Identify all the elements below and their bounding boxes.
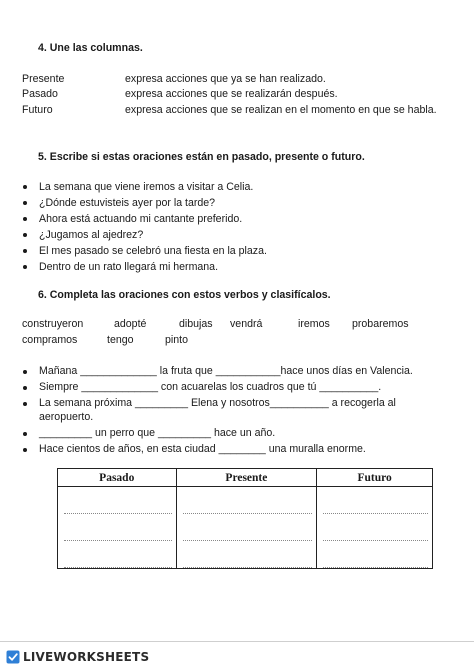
fill-sentence-item: La semana próxima _________ Elena y nosotros__________ a recogerla al aeropuerto. [22, 396, 439, 424]
answer-line[interactable] [183, 541, 313, 568]
section-5-title: 5. Escribe si estas oraciones están en pasado, presente o futuro. [38, 151, 365, 163]
fill-sentence-item: Mañana _____________ la fruta que ___________hace unos días en Valencia. [22, 364, 452, 378]
fill-sentence-item: Siempre _____________ con acuarelas los cuadros que tú __________. [22, 380, 452, 394]
match-term-pasado: Pasado [22, 88, 58, 100]
verb-word: adopté [114, 318, 147, 330]
answer-line[interactable] [323, 514, 428, 541]
verb-word: construyeron [22, 318, 84, 330]
answer-line[interactable] [323, 541, 428, 568]
footer-divider [0, 641, 474, 642]
match-term-futuro: Futuro [22, 104, 53, 116]
verb-word: pinto [165, 334, 188, 346]
footer-logo[interactable] [6, 650, 149, 664]
section-6-title: 6. Completa las oraciones con estos verbos y clasifícalos. [38, 289, 331, 301]
column-header-presente: Presente [176, 469, 317, 487]
answer-line[interactable] [323, 487, 428, 514]
section-6-sentence-list [22, 364, 452, 458]
column-header-pasado: Pasado [58, 469, 177, 487]
sentence-item: Ahora está actuando mi cantante preferido. [22, 211, 267, 227]
answer-line[interactable] [183, 514, 313, 541]
classification-table [57, 468, 433, 569]
verb-word: vendrá [230, 318, 263, 330]
answer-column-futuro[interactable] [317, 487, 433, 569]
section-4-title: 4. Une las columnas. [38, 42, 143, 54]
answer-line[interactable] [64, 514, 172, 541]
sentence-item: El mes pasado se celebró una fiesta en la plaza. [22, 243, 267, 259]
match-definition-1: expresa acciones que ya se han realizado. [125, 73, 326, 85]
answer-line[interactable] [183, 487, 313, 514]
verb-word: iremos [298, 318, 330, 330]
column-header-futuro: Futuro [317, 469, 433, 487]
answer-line[interactable] [64, 487, 172, 514]
sentence-item: ¿Jugamos al ajedrez? [22, 227, 267, 243]
answer-column-presente[interactable] [176, 487, 317, 569]
footer-brand: LIVEWORKSHEETS [23, 650, 150, 664]
fill-sentence-item: Hace cientos de años, en esta ciudad ________ una muralla enorme. [22, 442, 452, 456]
sentence-item: La semana que viene iremos a visitar a Celia. [22, 179, 267, 195]
fill-sentence-item: _________ un perro que _________ hace un año. [22, 426, 452, 440]
answer-column-pasado[interactable] [58, 487, 177, 569]
verb-word: probaremos [352, 318, 409, 330]
match-term-presente: Presente [22, 73, 65, 85]
section-5-sentence-list [22, 179, 267, 275]
sentence-item: ¿Dónde estuvisteis ayer por la tarde? [22, 195, 267, 211]
liveworksheets-logo-icon [6, 650, 20, 664]
verb-word: tengo [107, 334, 134, 346]
match-definition-2: expresa acciones que se realizarán después. [125, 88, 338, 100]
match-definition-3: expresa acciones que se realizan en el momento en que se habla. [125, 104, 437, 116]
answer-line[interactable] [64, 541, 172, 568]
sentence-item: Dentro de un rato llegará mi hermana. [22, 259, 267, 275]
verb-word: compramos [22, 334, 78, 346]
verb-word: dibujas [179, 318, 213, 330]
